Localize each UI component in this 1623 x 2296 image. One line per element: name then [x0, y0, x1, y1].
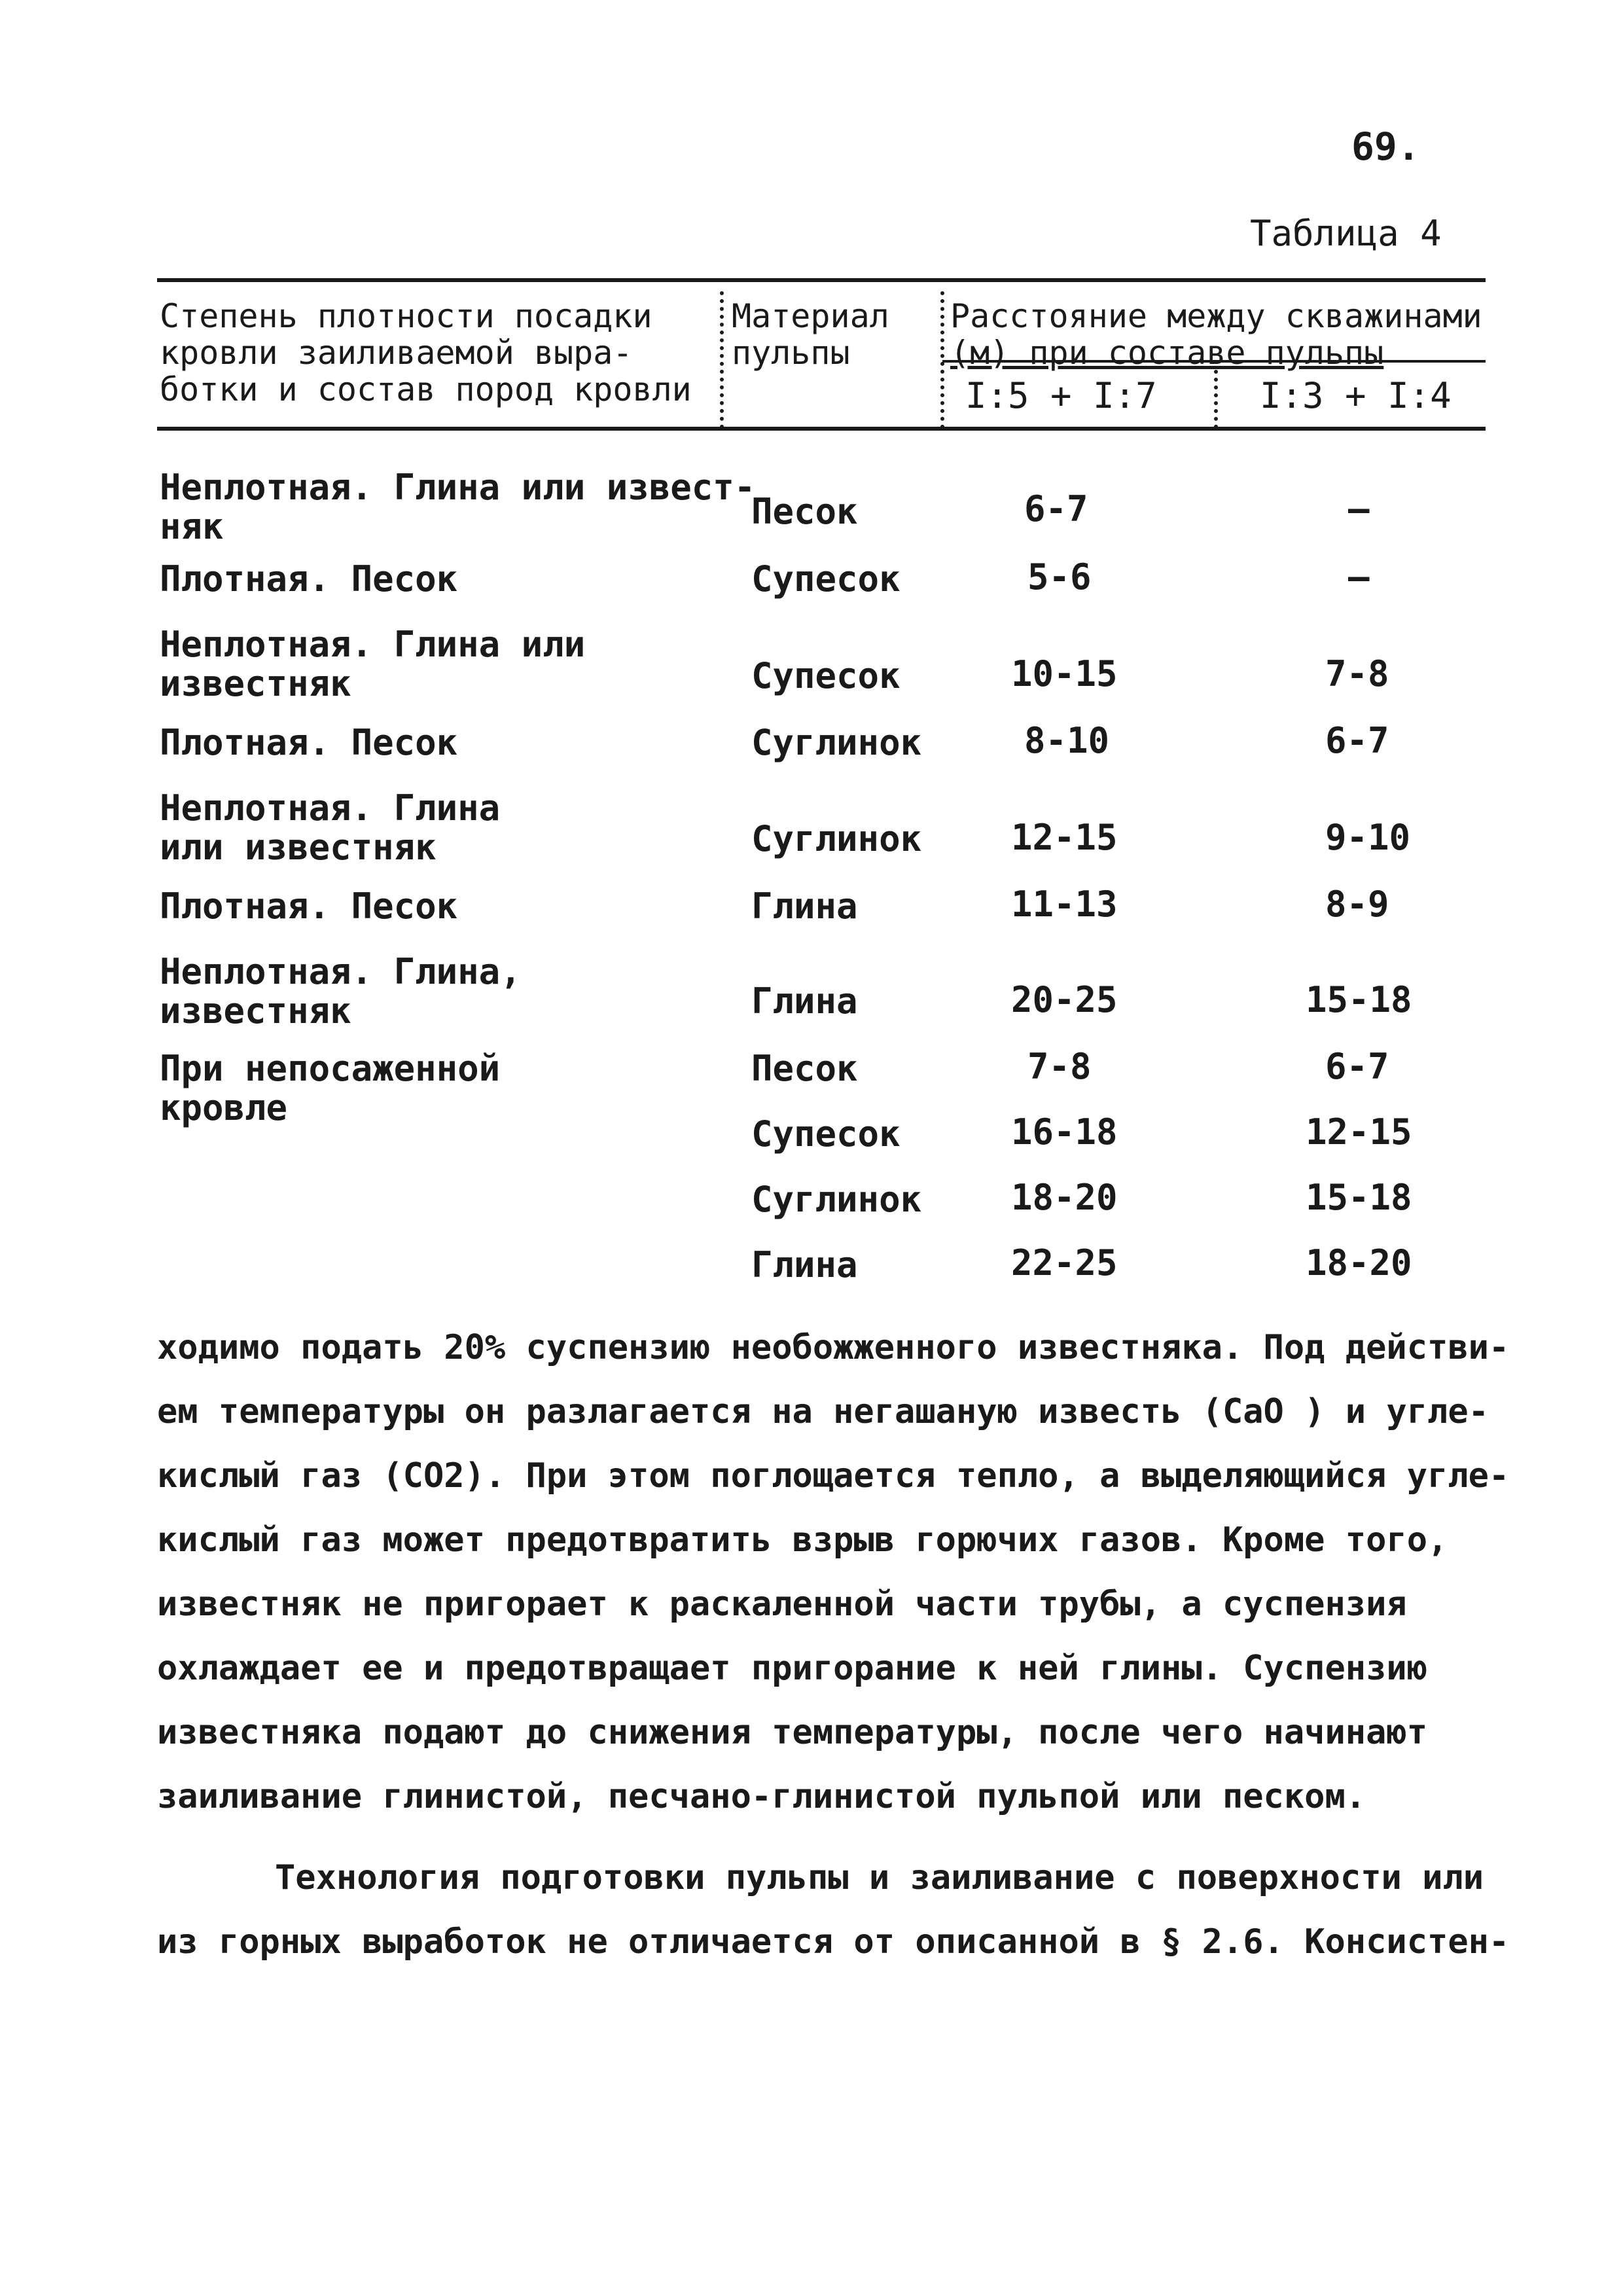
row-6-d1: 11-13 — [1011, 884, 1118, 925]
row-3-d1: 10-15 — [1011, 653, 1118, 694]
row-4-d2: 6-7 — [1325, 720, 1389, 761]
header-col2: Материал пульпы — [732, 297, 889, 372]
row-9-material: Супесок — [751, 1113, 901, 1155]
header-separator-3 — [1214, 370, 1218, 429]
row-6-material: Глина — [751, 886, 858, 927]
table-label: Таблица 4 — [1250, 213, 1442, 254]
paragraph-1-line: известняка подают до снижения температуры, после чего начинают — [157, 1713, 1428, 1752]
row-5-condition: Неплотная. Глина или известняк — [160, 787, 501, 868]
row-1-condition: Неплотная. Глина или извест- няк — [160, 467, 756, 547]
paragraph-1-line: ем температуры он разлагается на негашаную известь (СаО ) и угле- — [157, 1392, 1489, 1431]
row-1-material: Песок — [751, 491, 858, 532]
row-10-d2: 15-18 — [1306, 1177, 1412, 1218]
paragraph-1-line: кислый газ может предотвратить взрыв горючих газов. Кроме того, — [157, 1520, 1448, 1560]
row-5-d2: 9-10 — [1325, 817, 1411, 858]
row-1-d2: – — [1348, 488, 1370, 529]
paragraph-1 — [157, 1316, 1509, 1829]
row-9-d1: 16-18 — [1011, 1111, 1118, 1153]
row-9-d2: 12-15 — [1306, 1111, 1412, 1153]
header-col3-sub1: I:5 + I:7 — [965, 375, 1157, 416]
paragraph-2-line: из горных выработок не отличается от описанной в § 2.6. Консистен- — [157, 1922, 1510, 1962]
row-4-material: Суглинок — [751, 722, 922, 763]
table-top-rule — [157, 278, 1486, 282]
row-8-d1: 7-8 — [1027, 1046, 1092, 1087]
row-11-d1: 22-25 — [1011, 1242, 1118, 1283]
row-2-condition: Плотная. Песок — [160, 558, 458, 600]
row-4-d1: 8-10 — [1024, 720, 1110, 761]
row-4-condition: Плотная. Песок — [160, 722, 458, 763]
row-8-material: Песок — [751, 1048, 858, 1089]
row-11-d2: 18-20 — [1306, 1242, 1412, 1283]
row-6-d2: 8-9 — [1325, 884, 1389, 925]
header-col3-title: Расстояние между скважинами (м) при составе пульпы — [950, 297, 1482, 372]
row-3-material: Супесок — [751, 655, 901, 696]
row-2-d2: – — [1348, 556, 1370, 598]
row-3-d2: 7-8 — [1325, 653, 1389, 694]
page-number: 69. — [1351, 124, 1420, 169]
row-2-material: Супесок — [751, 558, 901, 600]
row-3-condition: Неплотная. Глина или известняк — [160, 624, 586, 704]
row-7-d1: 20-25 — [1011, 979, 1118, 1020]
header-separator-2 — [940, 291, 944, 429]
header-separator-1 — [720, 291, 724, 429]
row-10-d1: 18-20 — [1011, 1177, 1118, 1218]
row-6-condition: Плотная. Песок — [160, 886, 458, 927]
row-5-d1: 12-15 — [1011, 817, 1118, 858]
row-2-d1: 5-6 — [1027, 556, 1092, 598]
paragraph-2-line: Технология подготовки пульпы и заиливание с поверхности или — [275, 1858, 1484, 1897]
paragraph-1-line: кислый газ (СО2). При этом поглощается тепло, а выделяющийся угле- — [157, 1456, 1510, 1496]
paragraph-1-line: известняк не пригорает к раскаленной части трубы, а суспензия — [157, 1585, 1407, 1624]
paragraph-1-line: охлаждает ее и предотвращает пригорание к ней глины. Суспензию — [157, 1649, 1428, 1688]
header-bottom-rule — [157, 427, 1486, 431]
row-7-material: Глина — [751, 980, 858, 1022]
row-7-d2: 15-18 — [1306, 979, 1412, 1020]
row-7-condition: Неплотная. Глина, известняк — [160, 951, 522, 1031]
row-8-d2: 6-7 — [1325, 1046, 1389, 1087]
paragraph-1-line: ходимо подать 20% суспензию необожженного известняка. Под действи- — [157, 1328, 1510, 1367]
paragraph-2 — [157, 1846, 1509, 1974]
header-col3-sub2: I:3 + I:4 — [1260, 375, 1452, 416]
paragraph-1-line: заиливание глинистой, песчано-глинистой пульпой или песком. — [157, 1777, 1366, 1816]
row-5-material: Суглинок — [751, 818, 922, 859]
row-10-material: Суглинок — [751, 1179, 922, 1220]
row-11-material: Глина — [751, 1244, 858, 1285]
row-8-condition: При непосаженной кровле — [160, 1048, 501, 1128]
header-col1: Степень плотности посадки кровли заиливаемой выра- ботки и состав пород кровли — [160, 297, 692, 408]
row-1-d1: 6-7 — [1024, 488, 1088, 529]
